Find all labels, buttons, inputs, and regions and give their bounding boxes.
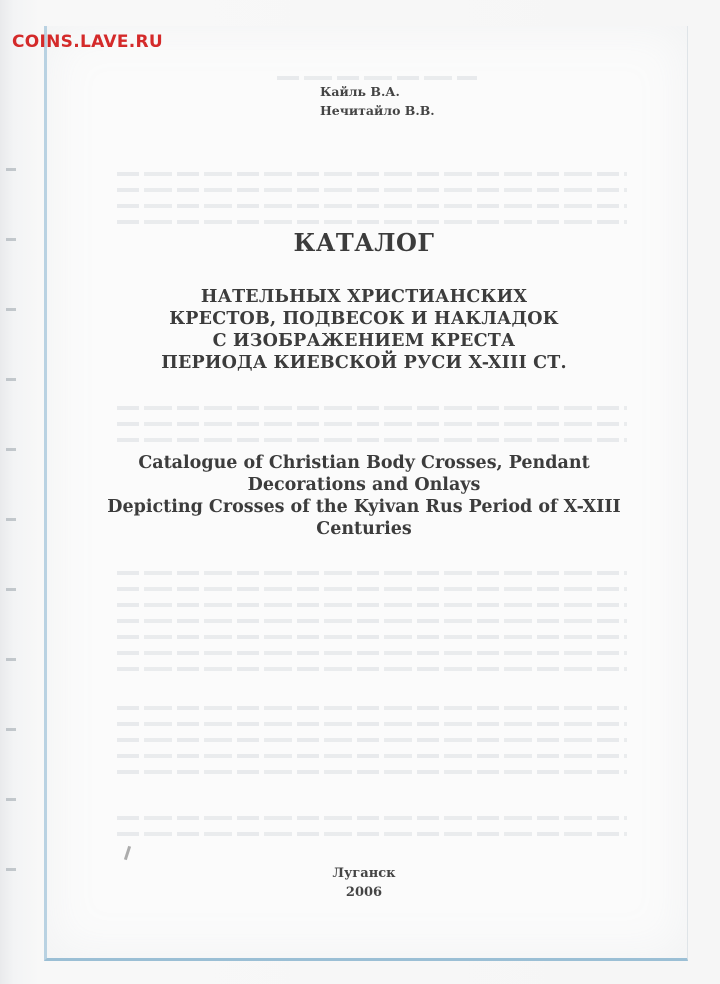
bleed-through-line xyxy=(117,571,627,575)
binding-edge xyxy=(6,110,16,930)
subtitle-line: Catalogue of Christian Body Crosses, Pendant xyxy=(138,453,590,473)
subtitle-line: Decorations and Onlays xyxy=(247,475,481,495)
bleed-through-line xyxy=(117,667,627,671)
bleed-through-line xyxy=(117,754,627,758)
subtitle-line: ПЕРИОДА КИЕВСКОЙ РУСИ X-XIII СТ. xyxy=(161,353,567,373)
imprint-city: Луганск xyxy=(332,866,396,881)
bleed-through-line xyxy=(117,770,627,774)
site-watermark: COINS.LAVE.RU xyxy=(12,32,164,52)
bleed-through-line xyxy=(277,76,477,80)
catalog-title: КАТАЛОГ xyxy=(293,228,435,257)
bleed-through-line xyxy=(117,188,627,192)
authors xyxy=(320,82,435,120)
author-name: Нечитайло В.В. xyxy=(320,103,435,118)
bleed-through-line xyxy=(117,587,627,591)
bleed-through-line xyxy=(117,738,627,742)
bleed-through-line xyxy=(117,816,627,820)
subtitle-russian xyxy=(44,286,684,374)
bleed-through-line xyxy=(117,406,627,410)
subtitle-line: Depicting Crosses of the Kyivan Rus Period of X-XIII xyxy=(107,497,621,517)
subtitle-line: С ИЗОБРАЖЕНИЕМ КРЕСТА xyxy=(212,331,516,351)
bleed-through-line xyxy=(117,220,627,224)
subtitle-english xyxy=(44,452,684,540)
imprint xyxy=(44,864,684,902)
bleed-through-line xyxy=(117,722,627,726)
subtitle-line: НАТЕЛЬНЫХ ХРИСТИАНСКИХ xyxy=(200,287,528,307)
bleed-through-line xyxy=(117,619,627,623)
bleed-through-line xyxy=(117,172,627,176)
imprint-year: 2006 xyxy=(345,885,383,900)
bleed-through-line xyxy=(117,438,627,442)
subtitle-line: КРЕСТОВ, ПОДВЕСОК И НАКЛАДОК xyxy=(169,309,559,329)
author-name: Кайль В.А. xyxy=(320,84,400,99)
bleed-through-line xyxy=(117,603,627,607)
bleed-through-line xyxy=(117,204,627,208)
bleed-through-line xyxy=(117,706,627,710)
subtitle-line: Centuries xyxy=(316,519,412,539)
bleed-through-line xyxy=(117,635,627,639)
bleed-through-line xyxy=(117,422,627,426)
bleed-through-line xyxy=(117,832,627,836)
bleed-through-line xyxy=(117,651,627,655)
